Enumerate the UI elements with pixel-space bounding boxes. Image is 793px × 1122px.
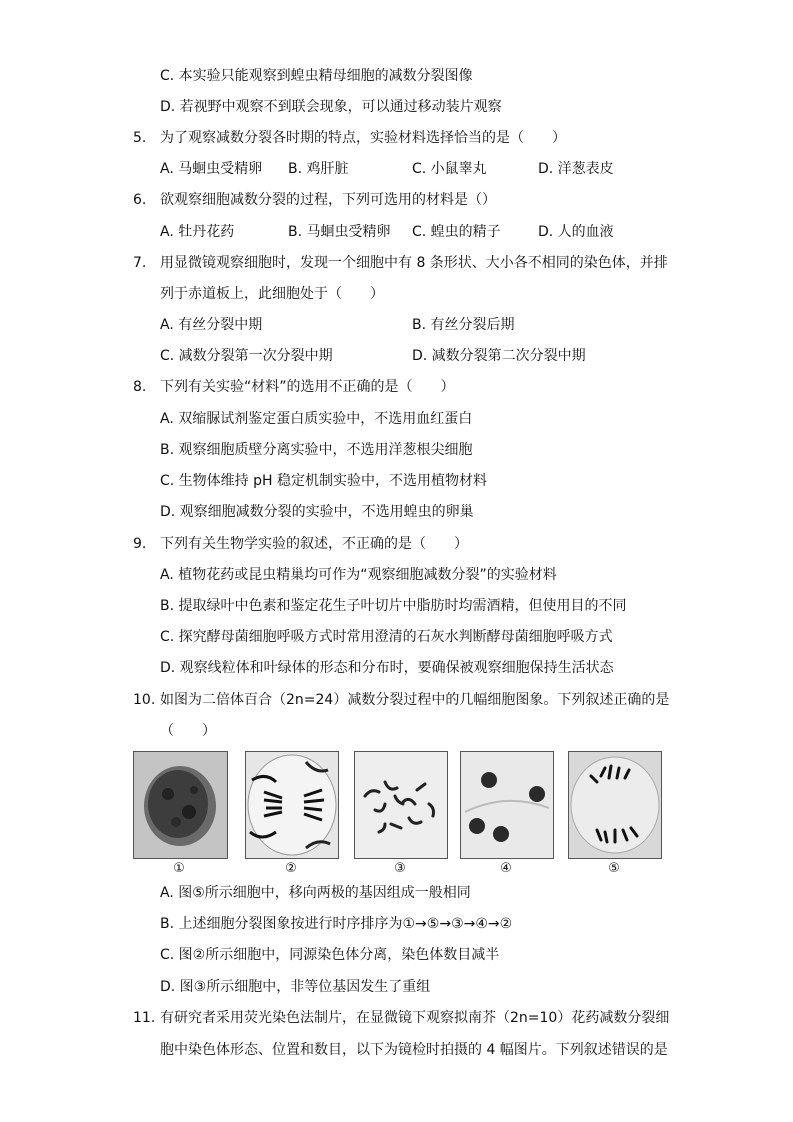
q7-option-c: C. 减数分裂第一次分裂中期: [160, 348, 333, 364]
q7-number: 7.: [133, 255, 147, 271]
q6-option-b: B. 马蛔虫受精卵: [288, 224, 391, 240]
q9-option-c: C. 探究酵母菌细胞呼吸方式时常用澄清的石灰水判断酵母菌细胞呼吸方式: [160, 629, 613, 645]
q8-number: 8.: [133, 379, 147, 395]
q9-stem: 下列有关生物学实验的叙述，不正确的是（ ）: [160, 536, 468, 552]
q8-option-b: B. 观察细胞质壁分离实验中，不选用洋葱根尖细胞: [160, 442, 473, 458]
micrograph-4: [460, 751, 554, 859]
q11-stem-line2: 胞中染色体形态、位置和数目，以下为镜检时拍摄的 4 幅图片。下列叙述错误的是: [160, 1042, 668, 1058]
q5-number: 5.: [133, 130, 147, 146]
q8-option-d: D. 观察细胞减数分裂的实验中，不选用蝗虫的卵巢: [160, 504, 474, 520]
q5-option-c: C. 小鼠睾丸: [412, 161, 487, 177]
q7-stem-line2: 列于赤道板上，此细胞处于（ ）: [160, 286, 384, 302]
q10-option-d: D. 图③所示细胞中，非等位基因发生了重组: [160, 979, 431, 995]
q9-number: 9.: [133, 536, 147, 552]
q6-option-a: A. 牡丹花药: [160, 224, 235, 240]
micrograph-5: [568, 751, 662, 859]
micrograph-3: [354, 751, 448, 859]
micrograph-label-5: ⑤: [608, 861, 620, 876]
micrograph-1: [133, 751, 228, 859]
q8-option-c: C. 生物体维持 pH 稳定机制实验中，不选用植物材料: [160, 473, 487, 489]
q6-option-c: C. 蝗虫的精子: [412, 224, 501, 240]
q6-option-d: D. 人的血液: [538, 224, 614, 240]
micrograph-label-2: ②: [285, 861, 297, 876]
q10-option-c: C. 图②所示细胞中，同源染色体分离，染色体数目减半: [160, 947, 500, 963]
q10-option-b: B. 上述细胞分裂图象按进行时序排序为①→⑤→③→④→②: [160, 916, 513, 932]
q6-number: 6.: [133, 192, 147, 208]
q7-option-a: A. 有丝分裂中期: [160, 317, 263, 333]
q4-option-d: D. 若视野中观察不到联会现象，可以通过移动装片观察: [160, 99, 502, 115]
q8-stem: 下列有关实验“材料”的选用不正确的是（ ）: [160, 379, 455, 395]
q10-option-a: A. 图⑤所示细胞中，移向两极的基因组成一般相同: [160, 885, 471, 901]
q5-stem: 为了观察减数分裂各时期的特点，实验材料选择恰当的是（ ）: [160, 130, 566, 146]
q7-option-d: D. 减数分裂第二次分裂中期: [412, 348, 586, 364]
q5-option-a: A. 马蛔虫受精卵: [160, 161, 263, 177]
q5-option-b: B. 鸡肝脏: [288, 161, 349, 177]
q9-option-b: B. 提取绿叶中色素和鉴定花生子叶切片中脂肪时均需酒精，但使用目的不同: [160, 598, 627, 614]
q9-option-a: A. 植物花药或昆虫精巢均可作为“观察细胞减数分裂”的实验材料: [160, 567, 557, 583]
q10-stem-line2: （ ）: [160, 723, 216, 739]
q8-option-a: A. 双缩脲试剂鉴定蛋白质实验中，不选用血红蛋白: [160, 411, 473, 427]
q4-option-c: C. 本实验只能观察到蝗虫精母细胞的减数分裂图像: [160, 68, 473, 84]
q10-number: 10.: [133, 692, 156, 708]
q11-number: 11.: [133, 1010, 156, 1026]
q5-option-d: D. 洋葱表皮: [538, 161, 614, 177]
micrograph-label-3: ③: [394, 861, 406, 876]
micrograph-label-4: ④: [500, 861, 512, 876]
micrograph-label-1: ①: [173, 861, 185, 876]
q10-stem-line1: 如图为二倍体百合（2n=24）减数分裂过程中的几幅细胞图象。下列叙述正确的是: [160, 692, 670, 708]
q11-stem-line1: 有研究者采用荧光染色法制片，在显微镜下观察拟南芥（2n=10）花药减数分裂细: [160, 1010, 670, 1026]
q7-option-b: B. 有丝分裂后期: [412, 317, 515, 333]
q9-option-d: D. 观察线粒体和叶绿体的形态和分布时，要确保被观察细胞保持生活状态: [160, 660, 614, 676]
q6-stem: 欲观察细胞减数分裂的过程，下列可选用的材料是（）: [160, 192, 496, 208]
q7-stem-line1: 用显微镜观察细胞时，发现一个细胞中有 8 条形状、大小各不相同的染色体，并排: [160, 255, 668, 271]
micrograph-2: [245, 751, 339, 859]
